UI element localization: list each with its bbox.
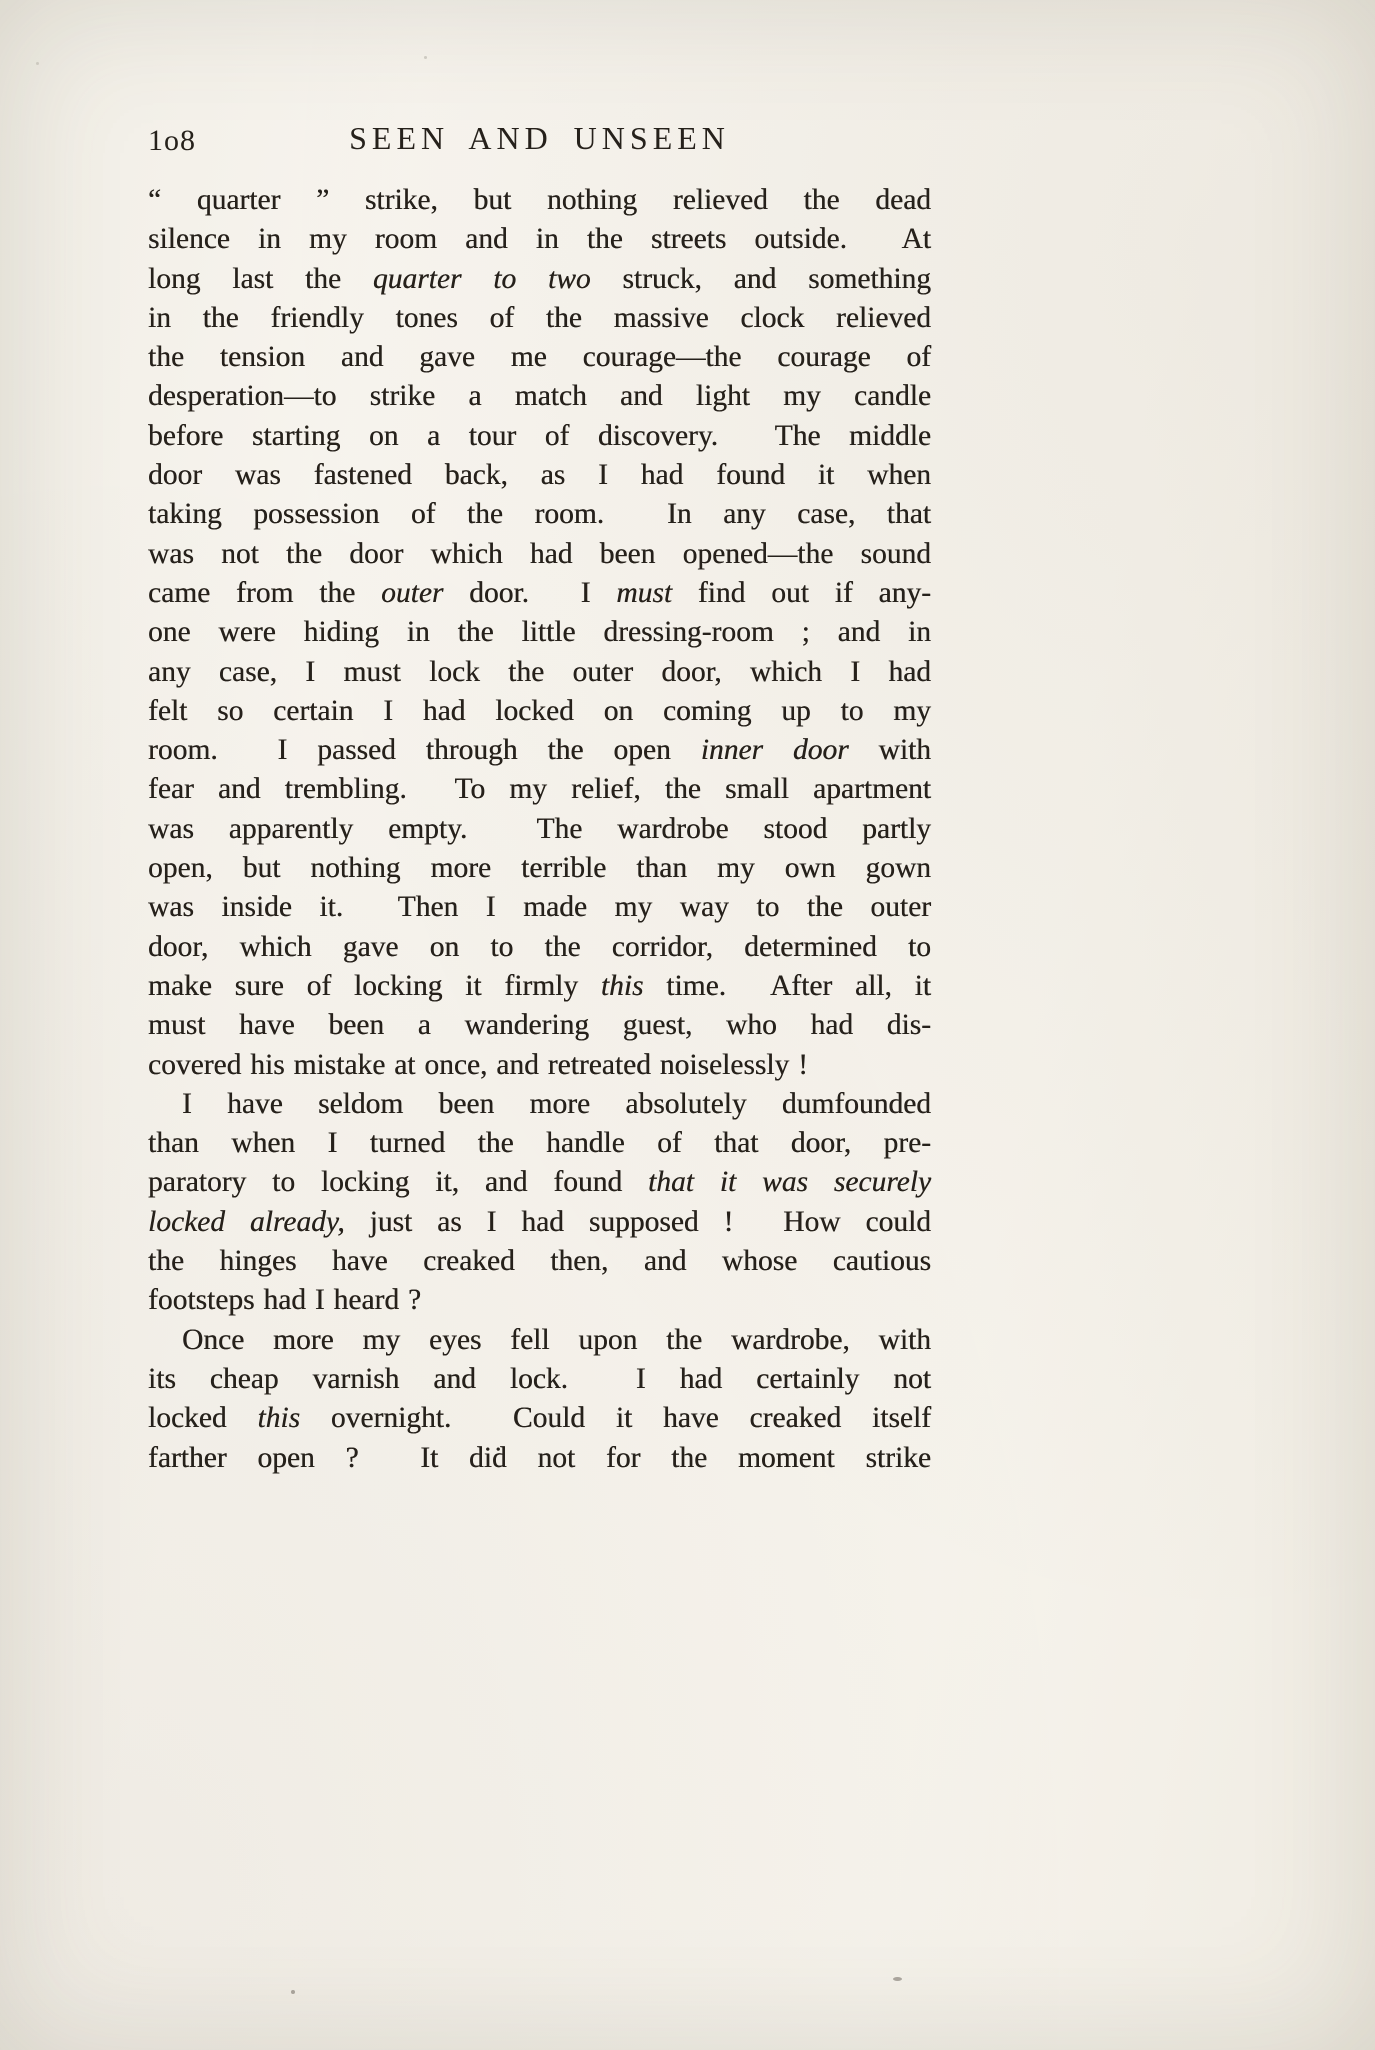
text-segment: struck, and something: [590, 262, 931, 295]
text-segment: overnight. Could it have creaked itself: [300, 1402, 931, 1435]
running-title: SEEN AND UNSEEN: [349, 120, 730, 156]
text-line: [148, 1360, 931, 1399]
text-line: [148, 377, 931, 416]
text-line: [148, 338, 931, 377]
text-line: [148, 181, 931, 220]
text-line: [148, 770, 931, 809]
text-segment: time. After all, it: [643, 969, 931, 1002]
text-line: [148, 692, 931, 731]
text-line: [148, 731, 931, 770]
text-segment: was not the door which had been opened—the sound: [148, 537, 931, 570]
text-segment: find out if any-: [672, 576, 931, 609]
text-line: [148, 535, 931, 574]
text-segment: room. I passed through the open: [148, 734, 701, 767]
text-line: [148, 967, 931, 1006]
text-line: [148, 1439, 931, 1478]
text-line: [148, 1046, 931, 1085]
text-line: [148, 1203, 931, 1242]
italic-text-segment: this: [600, 969, 644, 1002]
text-line: [148, 495, 931, 534]
text-line: [148, 849, 931, 888]
page-header: [148, 120, 931, 164]
text-segment: any case, I must lock the outer door, which I had: [148, 655, 931, 688]
text-segment: just as I had supposed ! How could: [344, 1205, 931, 1238]
text-line: [148, 574, 931, 613]
text-segment: locked: [148, 1402, 258, 1435]
text-line: [148, 928, 931, 967]
italic-text-segment: inner door: [700, 734, 849, 767]
scan-speck: [36, 62, 39, 65]
italic-text-segment: locked already,: [148, 1205, 345, 1238]
text-line: [148, 417, 931, 456]
text-segment: covered his mistake at once, and retreated noiselessly !: [148, 1048, 808, 1081]
text-line: [148, 1085, 931, 1124]
text-segment: one were hiding in the little dressing-room ; and in: [148, 616, 931, 649]
text-line: [148, 260, 931, 299]
text-segment: must have been a wandering guest, who had dis-: [148, 1009, 931, 1042]
text-segment: door. I: [443, 576, 617, 609]
text-segment: the hinges have creaked then, and whose cautious: [148, 1245, 931, 1278]
text-line: [148, 1006, 931, 1045]
text-line: [148, 1163, 931, 1202]
text-segment: than when I turned the handle of that door, pre-: [148, 1127, 931, 1160]
text-line: [148, 653, 931, 692]
text-segment: before starting on a tour of discovery. The middle: [148, 419, 931, 452]
italic-text-segment: must: [616, 576, 673, 609]
italic-text-segment: this: [257, 1402, 301, 1435]
text-line: [148, 1124, 931, 1163]
text-segment: silence in my room and in the streets outside. At: [148, 223, 931, 256]
text-segment: I have seldom been more absolutely dumfounded: [182, 1087, 931, 1120]
text-line: [148, 1321, 931, 1360]
text-line: [148, 613, 931, 652]
text-segment: open, but nothing more terrible than my own gown: [148, 852, 931, 885]
text-segment: felt so certain I had locked on coming up to my: [148, 694, 931, 727]
text-segment: Once more my eyes fell upon the wardrobe, with: [182, 1323, 931, 1356]
text-line: [148, 299, 931, 338]
italic-text-segment: that it was securely: [648, 1166, 931, 1199]
text-segment: fear and trembling. To my relief, the small apartment: [148, 773, 931, 806]
text-segment: make sure of locking it firmly: [148, 969, 601, 1002]
text-segment: the tension and gave me courage—the courage of: [148, 341, 931, 374]
text-line: [148, 888, 931, 927]
text-block: [148, 181, 931, 1478]
text-segment: farther open ? It diḋ not for the moment strike: [148, 1441, 931, 1474]
text-line: [148, 1281, 931, 1320]
text-segment: was apparently empty. The wardrobe stood partly: [148, 812, 931, 845]
text-segment: footsteps had I heard ?: [148, 1284, 422, 1317]
text-line: [148, 456, 931, 495]
scan-speck: [893, 1977, 902, 1981]
scan-speck: [291, 1990, 295, 1994]
text-segment: “ quarter ” strike, but nothing relieved the dead: [148, 184, 931, 216]
text-segment: door, which gave on to the corridor, determined to: [148, 930, 931, 963]
text-line: [148, 1242, 931, 1281]
scan-speck: [424, 56, 427, 59]
text-segment: taking possession of the room. In any case, that: [148, 498, 931, 531]
text-segment: in the friendly tones of the massive clock relieved: [148, 301, 931, 334]
text-segment: long last the: [148, 262, 373, 295]
text-segment: with: [848, 734, 931, 767]
text-segment: came from the: [148, 576, 382, 609]
text-segment: paratory to locking it, and found: [148, 1166, 649, 1199]
text-segment: door was fastened back, as I had found it when: [148, 459, 931, 492]
italic-text-segment: outer: [381, 576, 444, 609]
italic-text-segment: quarter to two: [372, 262, 591, 295]
text-line: [148, 810, 931, 849]
text-segment: was inside it. Then I made my way to the outer: [148, 891, 931, 924]
text-segment: desperation—to strike a match and light my candle: [148, 380, 931, 413]
text-segment: its cheap varnish and lock. I had certainly not: [148, 1362, 931, 1395]
text-line: [148, 220, 931, 259]
text-line: [148, 1399, 931, 1438]
page-number: 1o8: [148, 124, 196, 157]
